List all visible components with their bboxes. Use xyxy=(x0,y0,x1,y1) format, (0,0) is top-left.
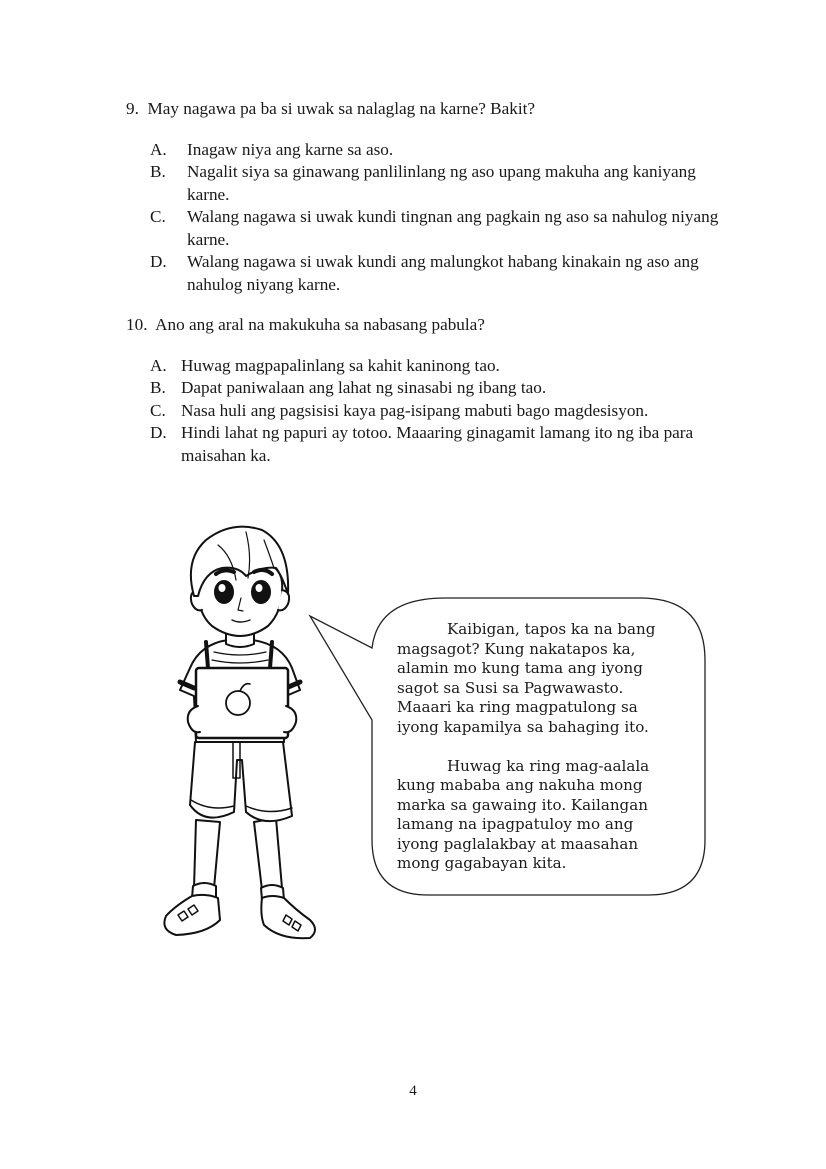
apple-logo xyxy=(226,691,250,715)
option-letter: B. xyxy=(150,378,166,397)
option-letter: B. xyxy=(150,162,166,181)
option-text: Nasa huli ang pagsisisi kaya pag-isipang mabuti bago magdesisyon. xyxy=(181,400,649,420)
bubble-paragraph: Kaibigan, tapos ka na bang magsagot? Kung nakatapos ka, alamin mo kung tama ang iyong sagot sa Susi sa Pagwawasto. Maaari ka ring magpatulong sa iyong kapamilya sa bahaging ito. xyxy=(397,620,656,736)
shorts xyxy=(190,742,292,821)
option-text: Dapat paniwalaan ang lahat ng sinasabi ng ibang tao. xyxy=(181,378,547,397)
question-text: Ano ang aral na makukuha sa nabasang pabula? xyxy=(155,315,485,334)
option-letter: C. xyxy=(150,400,166,420)
option-letter: A. xyxy=(150,139,167,159)
question-number: 9. xyxy=(126,99,139,118)
hand-right xyxy=(284,706,296,732)
hand-left xyxy=(188,706,200,732)
option-letter: C. xyxy=(150,207,166,226)
option-text: Walang nagawa si uwak kundi ang malungkot habang kinakain ng aso ang nahulog niyang karne. xyxy=(187,252,699,294)
question-number: 10. xyxy=(126,315,148,334)
option-text: Nagalit siya sa ginawang panlilinlang ng aso upang makuha ang kaniyang karne. xyxy=(187,162,696,204)
option-text: Huwag magpapalinlang sa kahit kaninong tao. xyxy=(181,355,500,375)
boy-character xyxy=(164,527,315,939)
eye-left xyxy=(215,581,233,603)
option-text: Walang nagawa si uwak kundi tingnan ang pagkain ng aso sa nahulog niyang karne. xyxy=(187,207,719,249)
option-letter: D. xyxy=(150,252,167,271)
option-letter: A. xyxy=(150,355,167,375)
option-text: Inagaw niya ang karne sa aso. xyxy=(187,139,394,159)
option-text: Hindi lahat ng papuri ay totoo. Maaaring ginagamit lamang ito ng iba para maisahan ka. xyxy=(181,423,694,465)
question-text: May nagawa pa ba si uwak sa nalaglag na karne? Bakit? xyxy=(147,99,536,118)
eye-right xyxy=(252,581,270,603)
speech-bubble-text xyxy=(397,620,677,874)
bubble-paragraph: Huwag ka ring mag-aalala kung mababa ang nakuha mong marka sa gawaing ito. Kailangan lamang na ipagpatuloy mo ang iyong paglalakbay at maasahan mong gagabayan kita. xyxy=(397,756,650,872)
page-number: 4 xyxy=(409,1083,417,1099)
option-letter: D. xyxy=(150,423,167,442)
